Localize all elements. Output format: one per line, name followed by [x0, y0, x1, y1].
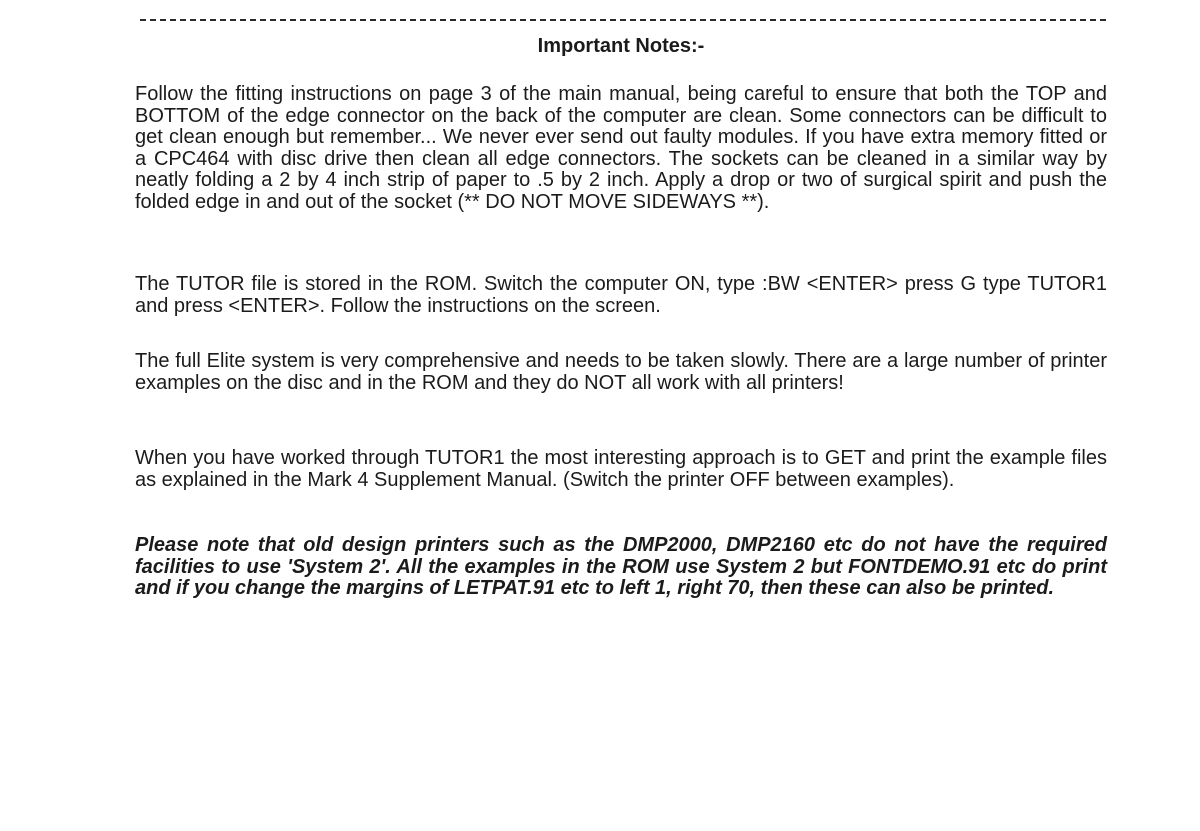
paragraph-tutor-file: The TUTOR file is stored in the ROM. Switch the computer ON, type :BW <ENTER> press G type TUTOR1 and press <ENTER>. Follow the instructions on the screen. — [135, 273, 1107, 317]
dashed-separator — [140, 19, 1106, 21]
paragraph-example-files: When you have worked through TUTOR1 the most interesting approach is to GET and print the example files as explained in the Mark 4 Supplement Manual. (Switch the printer OFF between examples). — [135, 447, 1107, 491]
paragraph-printer-note: Please note that old design printers such as the DMP2000, DMP2160 etc do not have the required facilities to use 'System 2'. All the examples in the ROM use System 2 but FONTDEMO.91 etc do print and if you change the margins of LETPAT.91 etc to left 1, right 70, then these can also be printed. — [135, 534, 1107, 599]
paragraph-elite-system: The full Elite system is very comprehensive and needs to be taken slowly. There are a large number of printer examples on the disc and in the ROM and they do NOT all work with all printers! — [135, 350, 1107, 394]
section-heading: Important Notes:- — [537, 35, 705, 57]
paragraph-fitting-instructions: Follow the fitting instructions on page 3 of the main manual, being careful to ensure that both the TOP and BOTTOM of the edge connector on the back of the computer are clean. Some connectors can be difficult to get clean enough but remember... We never ever send out faulty modules. If you have extra memory fitted or a CPC464 with disc drive then clean all edge connectors. The sockets can be cleaned in a similar way by neatly folding a 2 by 4 inch strip of paper to .5 by 2 inch. Apply a drop or two of surgical spirit and push the folded edge in and out of the socket (** DO NOT MOVE SIDEWAYS **). — [135, 83, 1107, 213]
